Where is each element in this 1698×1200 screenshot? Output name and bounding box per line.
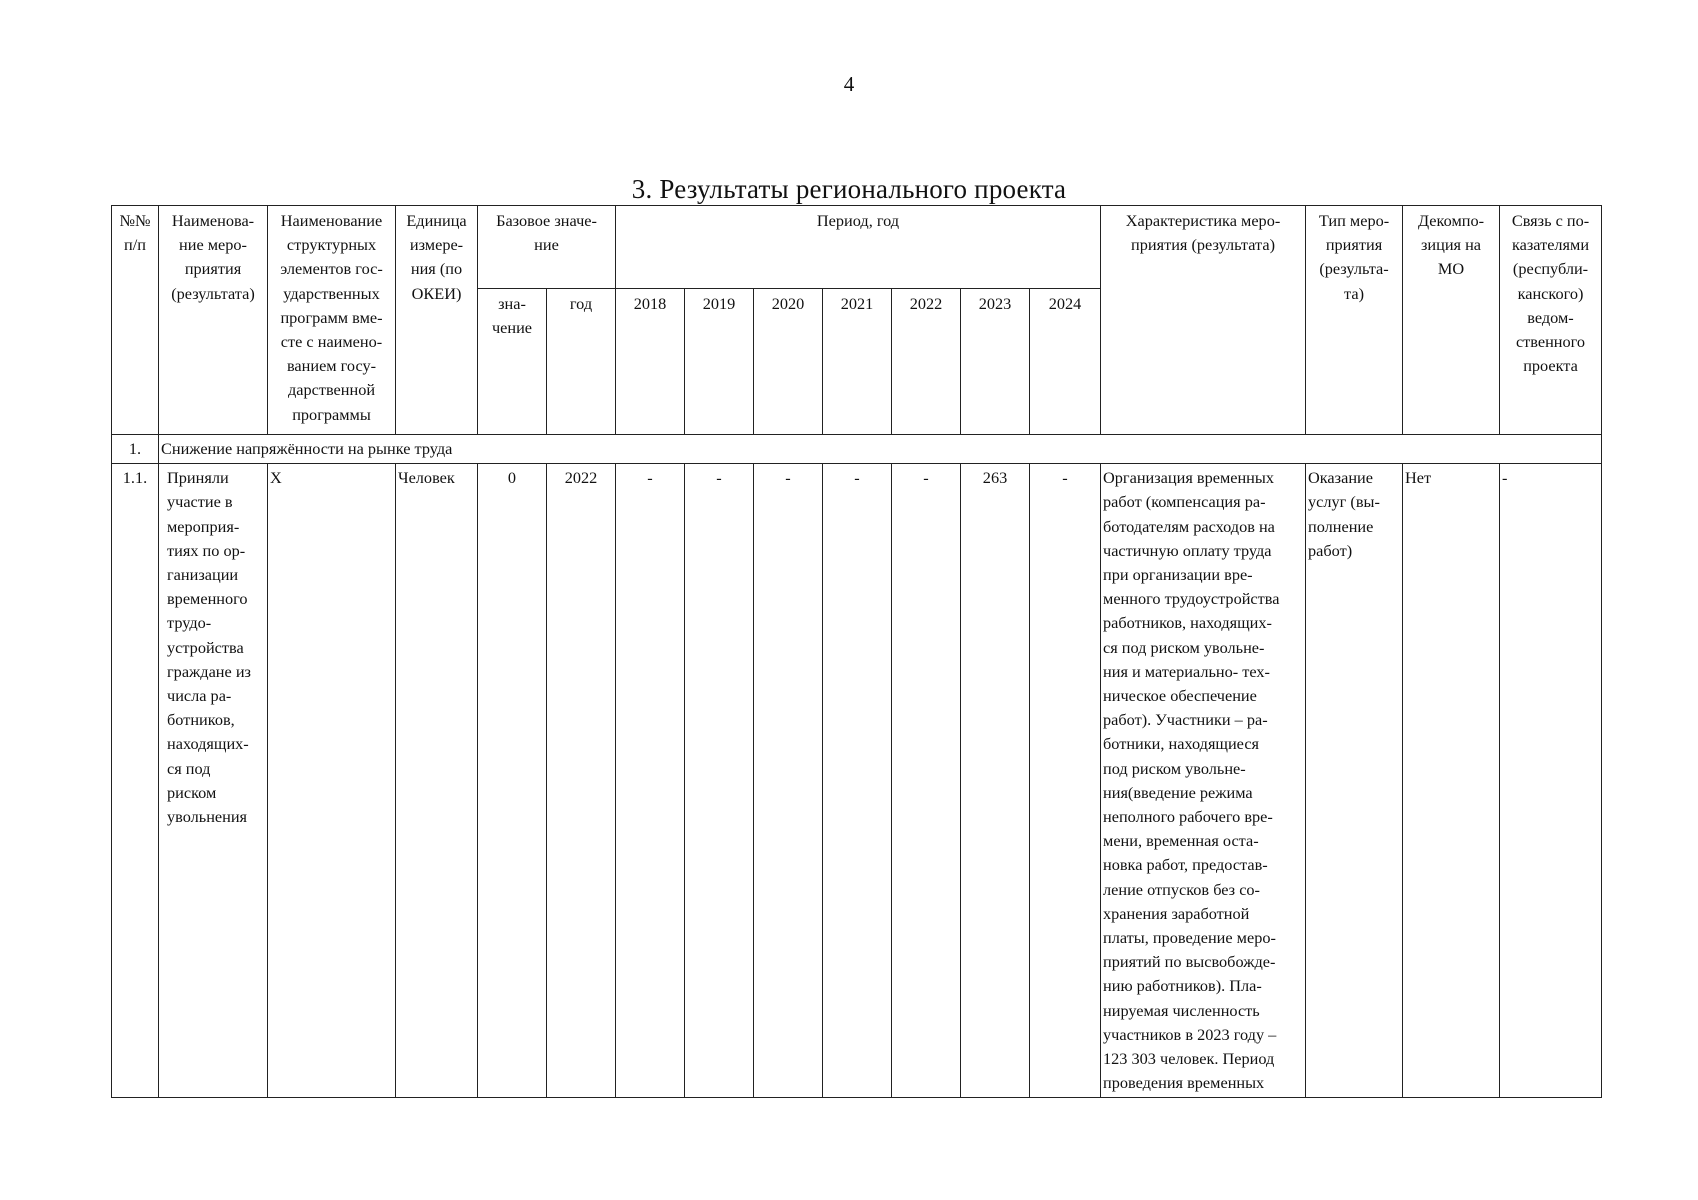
results-table <box>111 205 1602 1098</box>
row-event-name: Приняли участие в мероприя- тиях по ор- ганизации временного трудо- устройства граждане из числа ра- ботников, находящих- ся под риском увольнения <box>159 464 268 1098</box>
header-year-2021: 2021 <box>823 289 892 435</box>
row-unit: Человек <box>396 464 478 1098</box>
row-decomposition: Нет <box>1403 464 1500 1098</box>
row-year-2024: - <box>1030 464 1101 1098</box>
header-year-2024: 2024 <box>1030 289 1101 435</box>
row-base-value: 0 <box>478 464 547 1098</box>
header-period: Период, год <box>616 206 1101 289</box>
header-base-year: год <box>547 289 616 435</box>
header-year-2019: 2019 <box>685 289 754 435</box>
header-year-2022: 2022 <box>892 289 961 435</box>
header-decomposition: Декомпо- зиция на МО <box>1403 206 1500 435</box>
row-structural: X <box>268 464 396 1098</box>
row-base-year: 2022 <box>547 464 616 1098</box>
header-structural: Наименование структурных элементов гос- ударственных программ вме- сте с наимено- ванием госу- дарственной программы <box>268 206 396 435</box>
header-name: Наименова- ние меро- приятия (результата) <box>159 206 268 435</box>
row-year-2022: - <box>892 464 961 1098</box>
header-num: №№ п/п <box>112 206 159 435</box>
header-year-2018: 2018 <box>616 289 685 435</box>
header-link: Связь с по- казателями (республи- канского) ведом- ственного проекта <box>1500 206 1602 435</box>
row-type: Оказание услуг (вы- полнение работ) <box>1306 464 1403 1098</box>
header-unit: Единица измере- ния (по ОКЕИ) <box>396 206 478 435</box>
row-number: 1.1. <box>112 464 159 1098</box>
group-number: 1. <box>112 435 159 464</box>
row-link: - <box>1500 464 1602 1098</box>
page-number: 4 <box>843 72 855 96</box>
row-characteristic: Организация временных работ (компенсация ра- ботодателям расходов на частичную оплату труда при организации вре- менного трудоустройства работников, находящих- ся под риском увольне- ния и материально- тех- ническое обеспечение работ). Участники – ра- ботники, находящиеся под риском увольне- ния(введение режима неполного рабочего вре- мени, временная оста- новка работ, предостав- ление отпусков без со- хранения заработной платы, проведение меро- приятий по высвобожде- нию работников). Пла- нируемая численность участников в 2023 году – 123 303 человек. Период проведения временных <box>1101 464 1306 1098</box>
header-type: Тип меро- приятия (результа- та) <box>1306 206 1403 435</box>
section-title: 3. Результаты регионального проекта <box>631 174 1067 204</box>
row-year-2019: - <box>685 464 754 1098</box>
row-year-2020: - <box>754 464 823 1098</box>
row-year-2021: - <box>823 464 892 1098</box>
row-year-2023: 263 <box>961 464 1030 1098</box>
header-characteristic: Характеристика меро- приятия (результата) <box>1101 206 1306 435</box>
row-year-2018: - <box>616 464 685 1098</box>
header-year-2020: 2020 <box>754 289 823 435</box>
header-year-2023: 2023 <box>961 289 1030 435</box>
header-base: Базовое значе- ние <box>478 206 616 289</box>
header-base-value: зна- чение <box>478 289 547 435</box>
group-label: Снижение напряжённости на рынке труда <box>159 435 1602 464</box>
